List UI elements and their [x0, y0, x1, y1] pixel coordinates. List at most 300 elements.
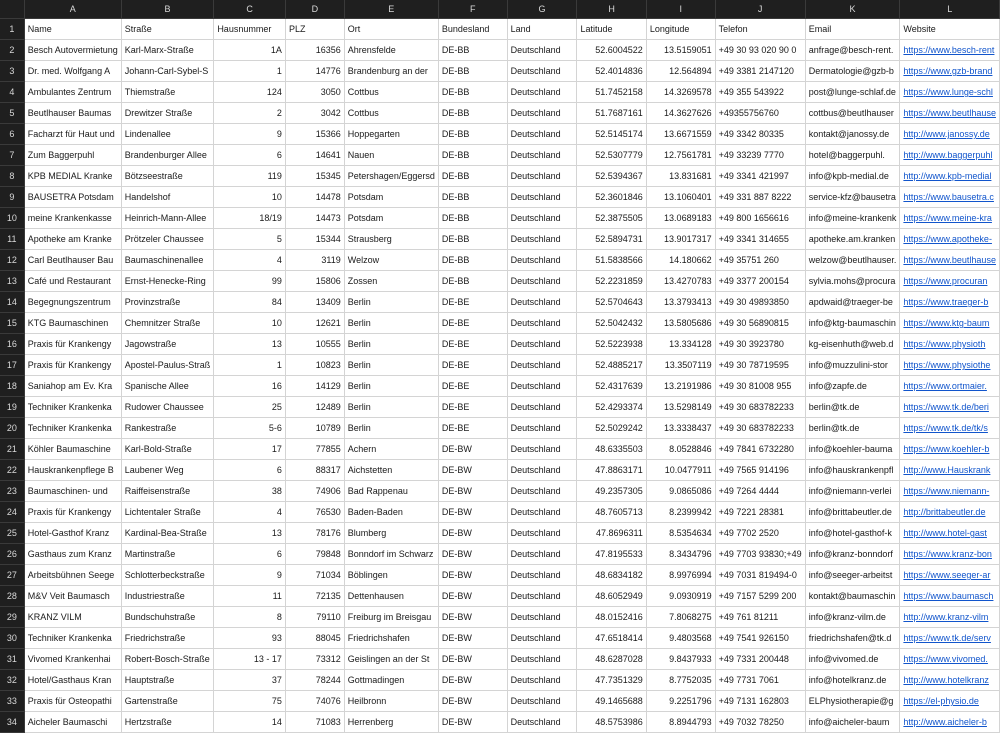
table-cell[interactable]: DE-BW [438, 691, 507, 712]
table-cell[interactable]: DE-BB [438, 103, 507, 124]
row-number[interactable]: 19 [0, 397, 24, 418]
table-cell[interactable]: 14473 [285, 208, 344, 229]
table-cell[interactable]: Nauen [344, 145, 438, 166]
table-cell[interactable]: 74906 [285, 481, 344, 502]
table-cell[interactable]: info@ktg-baumaschin [805, 313, 900, 334]
table-cell[interactable]: Baden-Baden [344, 502, 438, 523]
field-header-cell[interactable]: Email [805, 19, 900, 40]
table-cell[interactable]: DE-BE [438, 376, 507, 397]
field-header-cell[interactable]: Bundesland [438, 19, 507, 40]
field-header-cell[interactable]: Latitude [577, 19, 646, 40]
table-cell[interactable]: DE-BE [438, 334, 507, 355]
table-cell[interactable]: Potsdam [344, 187, 438, 208]
table-cell[interactable]: http://www.aicheler-b [900, 712, 1000, 733]
column-header-f[interactable]: F [438, 0, 507, 19]
table-cell[interactable]: DE-BW [438, 712, 507, 733]
table-cell[interactable]: 9.0865086 [646, 481, 715, 502]
table-cell[interactable]: ELPhysiotherapie@g [805, 691, 900, 712]
table-cell[interactable]: 3042 [285, 103, 344, 124]
table-cell[interactable]: DE-BW [438, 439, 507, 460]
table-cell[interactable]: 52.5394367 [577, 166, 646, 187]
table-cell[interactable]: 88045 [285, 628, 344, 649]
table-cell[interactable]: Arbeitsbühnen Seege [24, 565, 121, 586]
table-cell[interactable]: Deutschland [507, 145, 577, 166]
table-cell[interactable]: 8.0528846 [646, 439, 715, 460]
table-cell[interactable]: https://www.seeger-ar [900, 565, 1000, 586]
column-header-l[interactable]: L [900, 0, 1000, 19]
table-cell[interactable]: 47.8863171 [577, 460, 646, 481]
table-cell[interactable]: info@kranz-bonndorf [805, 544, 900, 565]
row-number[interactable]: 11 [0, 229, 24, 250]
table-cell[interactable]: +49 35751 260 [715, 250, 805, 271]
table-cell[interactable]: service-kfz@bausetra [805, 187, 900, 208]
table-cell[interactable]: 76530 [285, 502, 344, 523]
table-cell[interactable]: +49 33239 7770 [715, 145, 805, 166]
table-cell[interactable]: 52.5223938 [577, 334, 646, 355]
table-cell[interactable]: Saniahop am Ev. Kra [24, 376, 121, 397]
table-cell[interactable]: Berlin [344, 292, 438, 313]
table-cell[interactable]: Deutschland [507, 250, 577, 271]
table-cell[interactable]: meine Krankenkasse [24, 208, 121, 229]
table-cell[interactable]: https://www.beutlhause [900, 250, 1000, 271]
table-cell[interactable]: Hoppegarten [344, 124, 438, 145]
table-cell[interactable]: Industriestraße [121, 586, 214, 607]
table-cell[interactable]: https://www.baumasch [900, 586, 1000, 607]
table-cell[interactable]: +49 3381 2147120 [715, 61, 805, 82]
select-all-corner[interactable] [0, 0, 24, 19]
table-cell[interactable]: Herrenberg [344, 712, 438, 733]
table-cell[interactable]: Deutschland [507, 187, 577, 208]
table-cell[interactable]: 14.3269578 [646, 82, 715, 103]
table-cell[interactable]: 9.0930919 [646, 586, 715, 607]
table-cell[interactable]: 12621 [285, 313, 344, 334]
table-cell[interactable]: https://www.besch-rent [900, 40, 1000, 61]
table-cell[interactable]: 15345 [285, 166, 344, 187]
column-header-i[interactable]: I [646, 0, 715, 19]
table-cell[interactable]: 93 [214, 628, 286, 649]
table-cell[interactable]: +49 7541 926150 [715, 628, 805, 649]
table-cell[interactable]: DE-BE [438, 292, 507, 313]
table-cell[interactable]: 13.9017317 [646, 229, 715, 250]
row-number[interactable]: 15 [0, 313, 24, 334]
table-cell[interactable]: http://www.baggerpuhl [900, 145, 1000, 166]
row-number[interactable]: 16 [0, 334, 24, 355]
table-cell[interactable]: https://www.kranz-bon [900, 544, 1000, 565]
table-cell[interactable]: 52.4885217 [577, 355, 646, 376]
table-cell[interactable]: hotel@baggerpuhl. [805, 145, 900, 166]
table-cell[interactable]: Carl Beutlhauser Bau [24, 250, 121, 271]
table-cell[interactable]: info@hotel-gasthof-k [805, 523, 900, 544]
table-cell[interactable]: http://www.Hauskrank [900, 460, 1000, 481]
table-cell[interactable]: 10823 [285, 355, 344, 376]
column-header-k[interactable]: K [805, 0, 900, 19]
table-cell[interactable]: Deutschland [507, 103, 577, 124]
row-number[interactable]: 13 [0, 271, 24, 292]
table-cell[interactable]: https://www.tk.de/tk/s [900, 418, 1000, 439]
table-cell[interactable]: +49 30 3923780 [715, 334, 805, 355]
table-cell[interactable]: +49 3377 200154 [715, 271, 805, 292]
row-number[interactable]: 21 [0, 439, 24, 460]
table-cell[interactable]: Köhler Baumaschine [24, 439, 121, 460]
table-cell[interactable]: 99 [214, 271, 286, 292]
table-cell[interactable]: DE-BB [438, 208, 507, 229]
table-cell[interactable]: 51.7687161 [577, 103, 646, 124]
table-cell[interactable]: Deutschland [507, 334, 577, 355]
table-cell[interactable]: 13 - 17 [214, 649, 286, 670]
row-number[interactable]: 7 [0, 145, 24, 166]
table-cell[interactable]: DE-BB [438, 229, 507, 250]
table-cell[interactable]: 52.5029242 [577, 418, 646, 439]
table-cell[interactable]: https://www.tk.de/beri [900, 397, 1000, 418]
table-cell[interactable]: 14.180662 [646, 250, 715, 271]
table-cell[interactable]: Berlin [344, 376, 438, 397]
table-cell[interactable]: DE-BW [438, 544, 507, 565]
table-cell[interactable]: Potsdam [344, 208, 438, 229]
table-cell[interactable]: DE-BW [438, 460, 507, 481]
table-cell[interactable]: 52.4014836 [577, 61, 646, 82]
table-cell[interactable]: info@niemann-verlei [805, 481, 900, 502]
table-cell[interactable]: Praxis für Krankengy [24, 355, 121, 376]
table-cell[interactable]: 14776 [285, 61, 344, 82]
table-cell[interactable]: kontakt@baumaschin [805, 586, 900, 607]
row-number[interactable]: 33 [0, 691, 24, 712]
row-number[interactable]: 29 [0, 607, 24, 628]
field-header-cell[interactable]: PLZ [285, 19, 344, 40]
table-cell[interactable]: +49355756760 [715, 103, 805, 124]
table-cell[interactable]: Bötzseestraße [121, 166, 214, 187]
table-cell[interactable]: +49 7264 4444 [715, 481, 805, 502]
row-number[interactable]: 9 [0, 187, 24, 208]
field-header-cell[interactable]: Longitude [646, 19, 715, 40]
table-cell[interactable]: 38 [214, 481, 286, 502]
table-cell[interactable]: 88317 [285, 460, 344, 481]
column-header-c[interactable]: C [214, 0, 286, 19]
table-cell[interactable]: 13.831681 [646, 166, 715, 187]
table-cell[interactable]: +49 7131 162803 [715, 691, 805, 712]
table-cell[interactable]: Deutschland [507, 292, 577, 313]
table-cell[interactable]: 16 [214, 376, 286, 397]
table-cell[interactable]: cottbus@beutlhauser [805, 103, 900, 124]
table-cell[interactable]: 13.5805686 [646, 313, 715, 334]
table-cell[interactable]: Aichstetten [344, 460, 438, 481]
table-cell[interactable]: +49 7841 6732280 [715, 439, 805, 460]
table-cell[interactable]: kg-eisenhuth@web.d [805, 334, 900, 355]
row-number[interactable]: 4 [0, 82, 24, 103]
table-cell[interactable]: berlin@tk.de [805, 397, 900, 418]
table-cell[interactable]: 71034 [285, 565, 344, 586]
table-cell[interactable]: Aicheler Baumaschi [24, 712, 121, 733]
table-cell[interactable]: 13 [214, 334, 286, 355]
table-cell[interactable]: Deutschland [507, 712, 577, 733]
table-cell[interactable]: Dettenhausen [344, 586, 438, 607]
table-cell[interactable]: post@lunge-schlaf.de [805, 82, 900, 103]
table-cell[interactable]: Gottmadingen [344, 670, 438, 691]
table-cell[interactable]: 48.5753986 [577, 712, 646, 733]
table-cell[interactable]: Prötzeler Chaussee [121, 229, 214, 250]
table-cell[interactable]: Blumberg [344, 523, 438, 544]
table-cell[interactable]: Chemnitzer Straße [121, 313, 214, 334]
row-number[interactable]: 14 [0, 292, 24, 313]
table-cell[interactable]: Baumaschinen- und [24, 481, 121, 502]
row-number[interactable]: 27 [0, 565, 24, 586]
table-cell[interactable]: 10789 [285, 418, 344, 439]
table-cell[interactable]: info@seeger-arbeitst [805, 565, 900, 586]
table-cell[interactable]: Friedrichstraße [121, 628, 214, 649]
row-number[interactable]: 12 [0, 250, 24, 271]
table-cell[interactable]: berlin@tk.de [805, 418, 900, 439]
table-cell[interactable]: +49 7221 28381 [715, 502, 805, 523]
table-cell[interactable]: Deutschland [507, 670, 577, 691]
table-cell[interactable]: Handelshof [121, 187, 214, 208]
table-cell[interactable]: http://www.kranz-vilm [900, 607, 1000, 628]
table-cell[interactable]: Thiemstraße [121, 82, 214, 103]
table-cell[interactable]: Freiburg im Breisgau [344, 607, 438, 628]
table-cell[interactable]: 13.3793413 [646, 292, 715, 313]
table-cell[interactable]: +49 30 49893850 [715, 292, 805, 313]
table-cell[interactable]: 47.6518414 [577, 628, 646, 649]
table-cell[interactable]: +49 7032 78250 [715, 712, 805, 733]
table-cell[interactable]: Ambulantes Zentrum [24, 82, 121, 103]
table-cell[interactable]: 15806 [285, 271, 344, 292]
table-cell[interactable]: 10 [214, 313, 286, 334]
table-cell[interactable]: Dr. med. Wolfgang A [24, 61, 121, 82]
table-cell[interactable]: DE-BW [438, 565, 507, 586]
table-cell[interactable]: info@meine-krankenk [805, 208, 900, 229]
table-cell[interactable]: DE-BE [438, 313, 507, 334]
table-cell[interactable]: +49 761 81211 [715, 607, 805, 628]
table-cell[interactable]: 10555 [285, 334, 344, 355]
table-cell[interactable]: https://www.beutlhause [900, 103, 1000, 124]
row-number[interactable]: 24 [0, 502, 24, 523]
table-cell[interactable]: apotheke.am.kranken [805, 229, 900, 250]
table-cell[interactable]: kontakt@janossy.de [805, 124, 900, 145]
row-number[interactable]: 8 [0, 166, 24, 187]
table-cell[interactable]: Deutschland [507, 523, 577, 544]
table-cell[interactable]: info@hotelkranz.de [805, 670, 900, 691]
table-cell[interactable]: +49 30 683782233 [715, 418, 805, 439]
table-cell[interactable]: Deutschland [507, 397, 577, 418]
table-cell[interactable]: Ahrensfelde [344, 40, 438, 61]
table-cell[interactable]: info@kpb-medial.de [805, 166, 900, 187]
table-cell[interactable]: 14.3627626 [646, 103, 715, 124]
table-cell[interactable]: Berlin [344, 313, 438, 334]
table-cell[interactable]: +49 3341 421997 [715, 166, 805, 187]
table-cell[interactable]: 119 [214, 166, 286, 187]
table-cell[interactable]: 9.4803568 [646, 628, 715, 649]
table-cell[interactable]: 9.2251796 [646, 691, 715, 712]
table-cell[interactable]: 2 [214, 103, 286, 124]
table-cell[interactable]: 52.5145174 [577, 124, 646, 145]
table-cell[interactable]: 8.5354634 [646, 523, 715, 544]
row-number[interactable]: 23 [0, 481, 24, 502]
table-cell[interactable]: Friedrichshafen [344, 628, 438, 649]
row-number[interactable]: 22 [0, 460, 24, 481]
table-cell[interactable]: +49 7565 914196 [715, 460, 805, 481]
table-cell[interactable]: Deutschland [507, 439, 577, 460]
table-cell[interactable]: http://brittabeutler.de [900, 502, 1000, 523]
table-cell[interactable]: 13409 [285, 292, 344, 313]
table-cell[interactable]: Brandenburg an der [344, 61, 438, 82]
table-cell[interactable]: Deutschland [507, 460, 577, 481]
table-cell[interactable]: 52.5042432 [577, 313, 646, 334]
table-cell[interactable]: Praxis für Krankengy [24, 334, 121, 355]
table-cell[interactable]: https://www.vivomed. [900, 649, 1000, 670]
table-cell[interactable]: KPB MEDIAL Kranke [24, 166, 121, 187]
table-cell[interactable]: 52.3601846 [577, 187, 646, 208]
table-cell[interactable]: http://www.hotel-gast [900, 523, 1000, 544]
table-cell[interactable]: 11 [214, 586, 286, 607]
row-number[interactable]: 34 [0, 712, 24, 733]
table-cell[interactable]: DE-BB [438, 124, 507, 145]
table-cell[interactable]: 13.3338437 [646, 418, 715, 439]
table-cell[interactable]: Dermatologie@gzb-b [805, 61, 900, 82]
table-cell[interactable]: KTG Baumaschinen [24, 313, 121, 334]
table-cell[interactable]: 6 [214, 145, 286, 166]
table-cell[interactable]: 52.5307779 [577, 145, 646, 166]
table-cell[interactable]: 84 [214, 292, 286, 313]
table-cell[interactable]: Apostel-Paulus-Straß [121, 355, 214, 376]
table-cell[interactable]: 73312 [285, 649, 344, 670]
table-cell[interactable]: Hauskrankenpflege B [24, 460, 121, 481]
table-cell[interactable]: Deutschland [507, 40, 577, 61]
table-cell[interactable]: 17 [214, 439, 286, 460]
table-cell[interactable]: Hauptstraße [121, 670, 214, 691]
table-cell[interactable]: 6 [214, 460, 286, 481]
table-cell[interactable]: Deutschland [507, 481, 577, 502]
table-cell[interactable]: DE-BB [438, 40, 507, 61]
table-cell[interactable]: Deutschland [507, 649, 577, 670]
table-cell[interactable]: DE-BW [438, 628, 507, 649]
table-cell[interactable]: Deutschland [507, 544, 577, 565]
table-cell[interactable]: Bonndorf im Schwarz [344, 544, 438, 565]
table-cell[interactable]: Deutschland [507, 376, 577, 397]
table-cell[interactable]: anfrage@besch-rent. [805, 40, 900, 61]
table-cell[interactable]: https://www.niemann- [900, 481, 1000, 502]
table-cell[interactable]: Praxis für Osteopathi [24, 691, 121, 712]
table-cell[interactable]: 13.0689183 [646, 208, 715, 229]
table-cell[interactable]: https://www.bausetra.c [900, 187, 1000, 208]
table-cell[interactable]: 8.9976994 [646, 565, 715, 586]
table-cell[interactable]: Karl-Marx-Straße [121, 40, 214, 61]
table-cell[interactable]: 1 [214, 61, 286, 82]
table-cell[interactable]: Ernst-Henecke-Ring [121, 271, 214, 292]
table-cell[interactable]: 6 [214, 544, 286, 565]
table-cell[interactable]: 72135 [285, 586, 344, 607]
table-cell[interactable]: Techniker Krankenka [24, 628, 121, 649]
table-cell[interactable]: Zum Baggerpuhl [24, 145, 121, 166]
table-cell[interactable]: Heilbronn [344, 691, 438, 712]
table-cell[interactable]: 75 [214, 691, 286, 712]
table-cell[interactable]: DE-BB [438, 145, 507, 166]
table-cell[interactable]: DE-BE [438, 355, 507, 376]
table-cell[interactable]: Kardinal-Bea-Straße [121, 523, 214, 544]
table-cell[interactable]: +49 30 683782233 [715, 397, 805, 418]
table-cell[interactable]: DE-BW [438, 523, 507, 544]
table-cell[interactable]: 10.0477911 [646, 460, 715, 481]
table-cell[interactable]: 13.6671559 [646, 124, 715, 145]
table-cell[interactable]: 78244 [285, 670, 344, 691]
table-cell[interactable]: 52.4317639 [577, 376, 646, 397]
table-cell[interactable]: https://www.procuran [900, 271, 1000, 292]
table-cell[interactable]: 8 [214, 607, 286, 628]
table-cell[interactable]: 48.6287028 [577, 649, 646, 670]
table-cell[interactable]: Zossen [344, 271, 438, 292]
table-cell[interactable]: Deutschland [507, 607, 577, 628]
table-cell[interactable]: +49 331 887 8222 [715, 187, 805, 208]
table-cell[interactable]: Techniker Krankenka [24, 418, 121, 439]
table-cell[interactable]: Berlin [344, 397, 438, 418]
table-cell[interactable]: info@koehler-bauma [805, 439, 900, 460]
table-cell[interactable]: 25 [214, 397, 286, 418]
table-cell[interactable]: welzow@beutlhauser. [805, 250, 900, 271]
table-cell[interactable]: Techniker Krankenka [24, 397, 121, 418]
table-cell[interactable]: Deutschland [507, 271, 577, 292]
table-cell[interactable]: 13.5298149 [646, 397, 715, 418]
table-cell[interactable]: +49 3341 314655 [715, 229, 805, 250]
table-cell[interactable]: https://www.traeger-b [900, 292, 1000, 313]
table-cell[interactable]: apdwaid@traeger-be [805, 292, 900, 313]
table-cell[interactable]: 52.5894731 [577, 229, 646, 250]
table-cell[interactable]: Rankestraße [121, 418, 214, 439]
table-cell[interactable]: https://www.physioth [900, 334, 1000, 355]
table-cell[interactable]: 4 [214, 250, 286, 271]
table-cell[interactable]: DE-BB [438, 61, 507, 82]
table-cell[interactable]: 5-6 [214, 418, 286, 439]
table-cell[interactable]: Hotel/Gasthaus Kran [24, 670, 121, 691]
table-cell[interactable]: 124 [214, 82, 286, 103]
table-cell[interactable]: Deutschland [507, 124, 577, 145]
table-cell[interactable]: 52.2231859 [577, 271, 646, 292]
row-number[interactable]: 26 [0, 544, 24, 565]
table-cell[interactable]: 1A [214, 40, 286, 61]
table-cell[interactable]: DE-BW [438, 481, 507, 502]
table-cell[interactable]: 47.8195533 [577, 544, 646, 565]
table-cell[interactable]: DE-BB [438, 82, 507, 103]
table-cell[interactable]: BAUSETRA Potsdam [24, 187, 121, 208]
row-number[interactable]: 30 [0, 628, 24, 649]
table-cell[interactable]: info@aicheler-baum [805, 712, 900, 733]
table-cell[interactable]: DE-BW [438, 670, 507, 691]
table-cell[interactable]: Deutschland [507, 691, 577, 712]
field-header-cell[interactable]: Ort [344, 19, 438, 40]
table-cell[interactable]: https://www.ktg-baum [900, 313, 1000, 334]
table-cell[interactable]: DE-BB [438, 250, 507, 271]
table-cell[interactable]: https://www.koehler-b [900, 439, 1000, 460]
column-header-d[interactable]: D [285, 0, 344, 19]
table-cell[interactable]: Vivomed Krankenhai [24, 649, 121, 670]
table-cell[interactable]: Provinzstraße [121, 292, 214, 313]
table-cell[interactable]: https://www.gzb-brand [900, 61, 1000, 82]
table-cell[interactable]: 37 [214, 670, 286, 691]
row-number[interactable]: 3 [0, 61, 24, 82]
table-cell[interactable]: 15344 [285, 229, 344, 250]
row-number[interactable]: 17 [0, 355, 24, 376]
table-cell[interactable]: Cottbus [344, 103, 438, 124]
row-number[interactable]: 25 [0, 523, 24, 544]
table-cell[interactable]: DE-BB [438, 166, 507, 187]
table-cell[interactable]: +49 7331 200448 [715, 649, 805, 670]
table-cell[interactable]: 13.4270783 [646, 271, 715, 292]
table-cell[interactable]: 79848 [285, 544, 344, 565]
table-cell[interactable]: https://www.physiothe [900, 355, 1000, 376]
table-cell[interactable]: 10 [214, 187, 286, 208]
column-header-b[interactable]: B [121, 0, 214, 19]
row-number[interactable]: 6 [0, 124, 24, 145]
table-cell[interactable]: Geislingen an der St [344, 649, 438, 670]
table-cell[interactable]: https://www.apotheke- [900, 229, 1000, 250]
table-cell[interactable]: sylvia.mohs@procura [805, 271, 900, 292]
table-cell[interactable]: Raiffeisenstraße [121, 481, 214, 502]
